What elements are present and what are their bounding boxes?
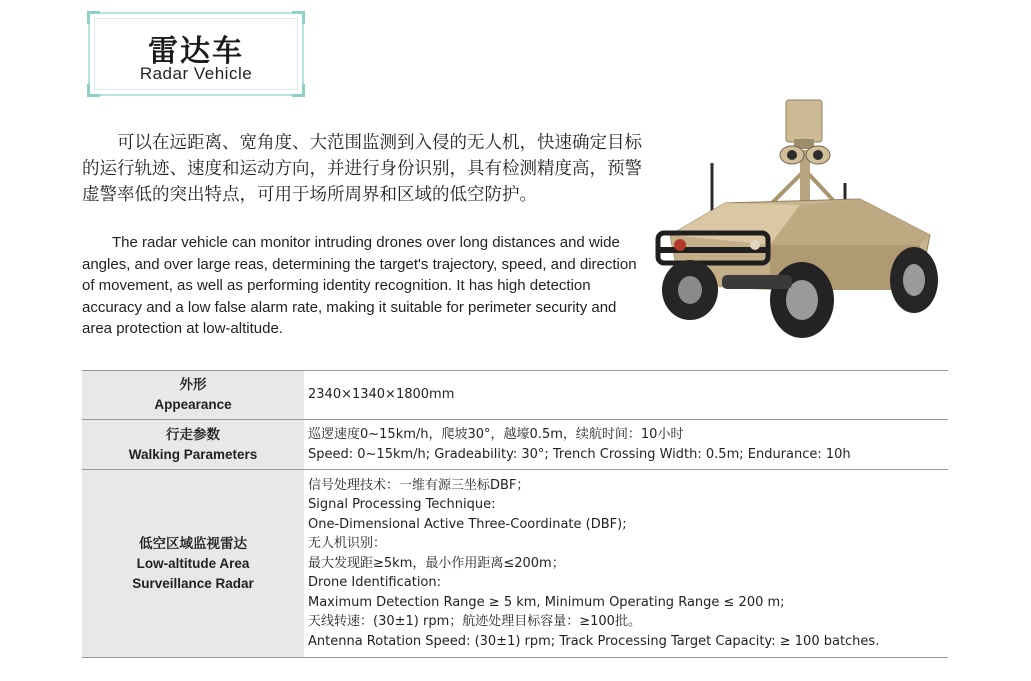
spec-value-line: Maximum Detection Range ≥ 5 km, Minimum Operating Range ≤ 200 m; [308,594,785,610]
spec-value-line: Antenna Rotation Speed: (30±1) rpm; Track Processing Target Capacity: ≥ 100 batches. [308,633,880,649]
spec-label-cn: 行走参数 [166,426,220,442]
spec-value-line: One-Dimensional Active Three-Coordinate (DBF); [308,516,627,532]
spec-label-appearance [82,371,304,420]
spec-value-line: Signal Processing Technique: [308,497,496,513]
spec-label-en: Walking Parameters [128,446,258,462]
spec-value-line: 天线转速：(30±1) rpm；航迹处理目标容量：≥100批。 [308,614,641,630]
spec-label-cn: 外形 [179,377,207,392]
spec-value-walking [304,420,948,470]
corner-decoration [87,84,100,97]
table-row [82,470,948,658]
corner-decoration [292,11,305,24]
corner-decoration [292,84,305,97]
spec-value-line: 最大发现距≥5km，最小作用距离≤200m； [308,555,565,571]
spec-value-line: 无人机识别： [308,536,387,552]
spec-value-line: Drone Identification: [308,575,442,591]
spec-value-line: 2340×1340×1800mm [308,387,455,403]
spec-label-walking [82,420,304,470]
title-box [88,12,304,96]
spec-table [82,370,948,658]
spec-value-line: 信号处理技术：一维有源三坐标DBF； [308,477,530,493]
radar-vehicle-image [650,95,950,345]
description-cn: 可以在远距离、宽角度、大范围监测到入侵的无人机，快速确定目标的运行轨迹、速度和运动方向，并进行身份识别，具有检测精度高，预警虚警率低的突出特点，可用于场所周界和区域的低空防护。 [82,133,642,205]
spec-label-radar [82,470,304,658]
corner-decoration [87,11,100,24]
description-en: The radar vehicle can monitor intruding drones over long distances and wide angles, and over large reas, determining the target's trajectory, speed, and direction of movement, as well as performing identity recognition. It has high detection accuracy and a low false alarm rate, making it suitable for perimeter security and area protection at low-altitude. [82,234,637,338]
spec-value-line: 巡逻速度0~15km/h，爬坡30°，越壕0.5m，续航时间：10小时 [308,427,684,442]
table-row [82,371,948,420]
page-title-en: Radar Vehicle [139,64,253,83]
spec-label-cn: 低空区域监视雷达 [139,535,247,551]
spec-value-line: Speed: 0~15km/h; Gradeability: 30°; Trench Crossing Width: 0.5m; Endurance: 10h [308,446,851,462]
spec-label-en: Low-altitude Area [136,555,250,571]
page-title-cn: 雷达车 [148,34,244,69]
spec-value-appearance [304,371,948,420]
spec-value-radar [304,470,948,658]
table-row [82,420,948,470]
spec-label-en: Appearance [154,397,232,412]
spec-label-en: Surveillance Radar [132,575,254,591]
